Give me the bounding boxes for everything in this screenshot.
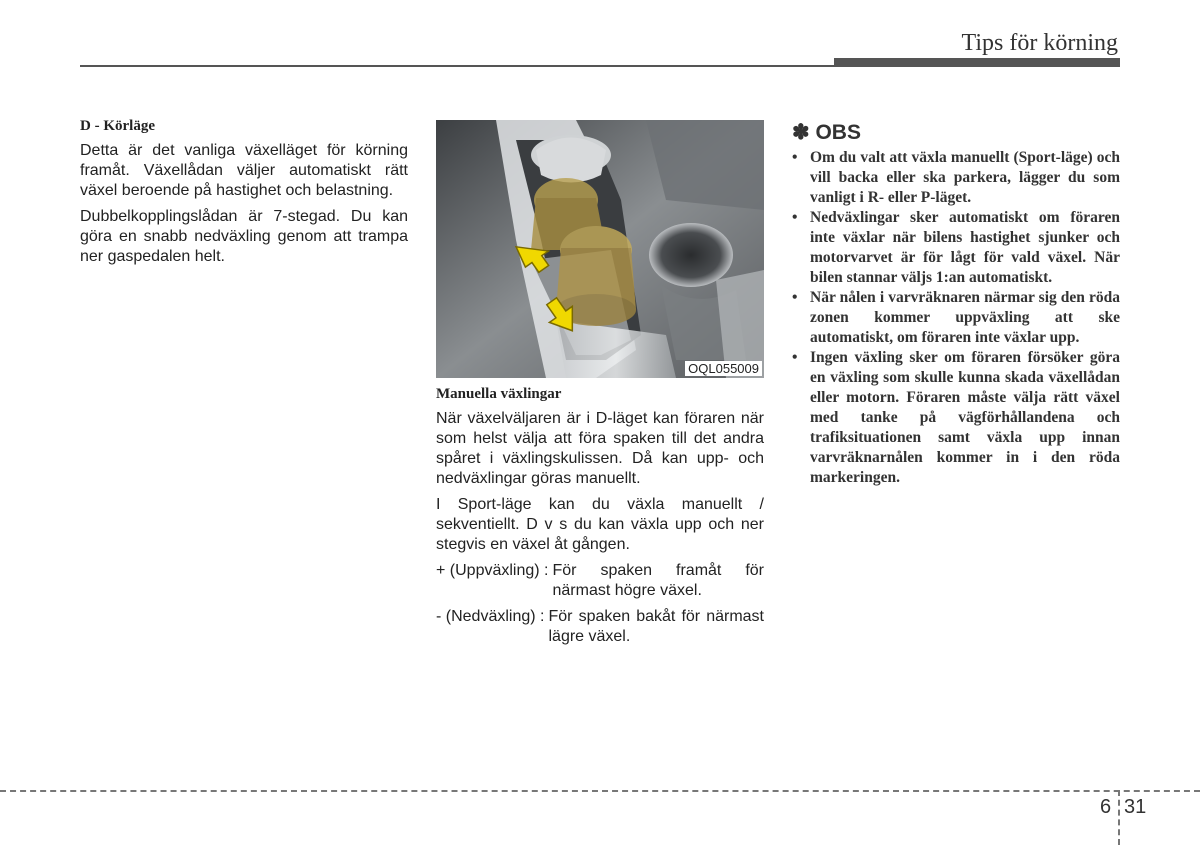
right-column [792,118,1120,488]
definition-term: - (Nedväxling) : [436,608,545,625]
page-number: 31 [1124,796,1147,818]
gear-shifter-photo [436,120,764,378]
obs-star-icon: ✽ [792,121,810,144]
footer-divider [1118,790,1120,845]
obs-list [792,148,1120,488]
definition-upshift [436,561,764,601]
obs-heading [792,120,1120,145]
definition-downshift [436,607,764,647]
manual-shifting-heading: Manuella växlingar [436,386,562,402]
definition-term: + (Uppväxling) : [436,562,549,579]
gear-shifter-illustration [436,120,764,378]
list-item [792,148,1120,208]
middle-column [436,118,764,653]
header-accent-bar [834,58,1120,67]
definition-description: För spaken bakåt för närmast lägre växel. [548,608,764,645]
footer-dashed-rule [0,790,1200,792]
obs-title: OBS [815,121,861,144]
bullet-icon: • [792,209,798,226]
list-item [792,288,1120,348]
obs-item-text: När nålen i varvräknaren närmar sig den röda zonen kommer uppväxling att ske automatiskt, om föraren inte växlar upp. [810,289,1120,346]
obs-item-text: Ingen växling sker om föraren försöker göra en växling som skulle kunna skada växellådan eller motorn. Föraren måste välja rätt växel med tanke på vägförhållandena och trafiksituationen samt växla upp innan varvräknarnålen kommer in i den röda markeringen. [810,349,1120,486]
figure-code: OQL055009 [685,361,762,376]
d-mode-paragraph-1: Detta är det vanliga växelläget för körning framåt. Växellådan väljer automatiskt rätt växel beroende på hastighet och belastning. [80,142,408,199]
left-column [80,118,408,273]
bullet-icon: • [792,289,798,306]
manual-shifting-paragraph-2: I Sport-läge kan du växla manuellt / sekventiellt. D v s du kan växla upp och ner stegvis en växel åt gången. [436,496,764,553]
manual-shifting-paragraph-1: När växelväljaren är i D-läget kan föraren när som helst välja att föra spaken till det andra spåret i växlingskulissen. Då kan upp- och nedväxlingar göras manuellt. [436,410,764,487]
list-item [792,208,1120,288]
page-header-title: Tips för körning [961,30,1118,56]
obs-item-text: Om du valt att växla manuellt (Sport-läge) och vill backa eller ska parkera, lägger du som vanligt i R- eller P-läget. [810,149,1120,206]
definition-description: För spaken framåt för närmast högre växel. [552,562,764,599]
obs-item-text: Nedväxlingar sker automatiskt om föraren inte växlar när bilens hastighet sjunker och motorvarvet är för lågt för vald växel. När bilen stannar väljs 1:an automatiskt. [810,209,1120,286]
bullet-icon: • [792,149,798,166]
d-mode-heading: D - Körläge [80,118,155,134]
bullet-icon: • [792,349,798,366]
chapter-number: 6 [1100,796,1112,818]
d-mode-paragraph-2: Dubbelkopplingslådan är 7-stegad. Du kan göra en snabb nedväxling genom att trampa ner gaspedalen helt. [80,208,408,265]
list-item [792,348,1120,488]
